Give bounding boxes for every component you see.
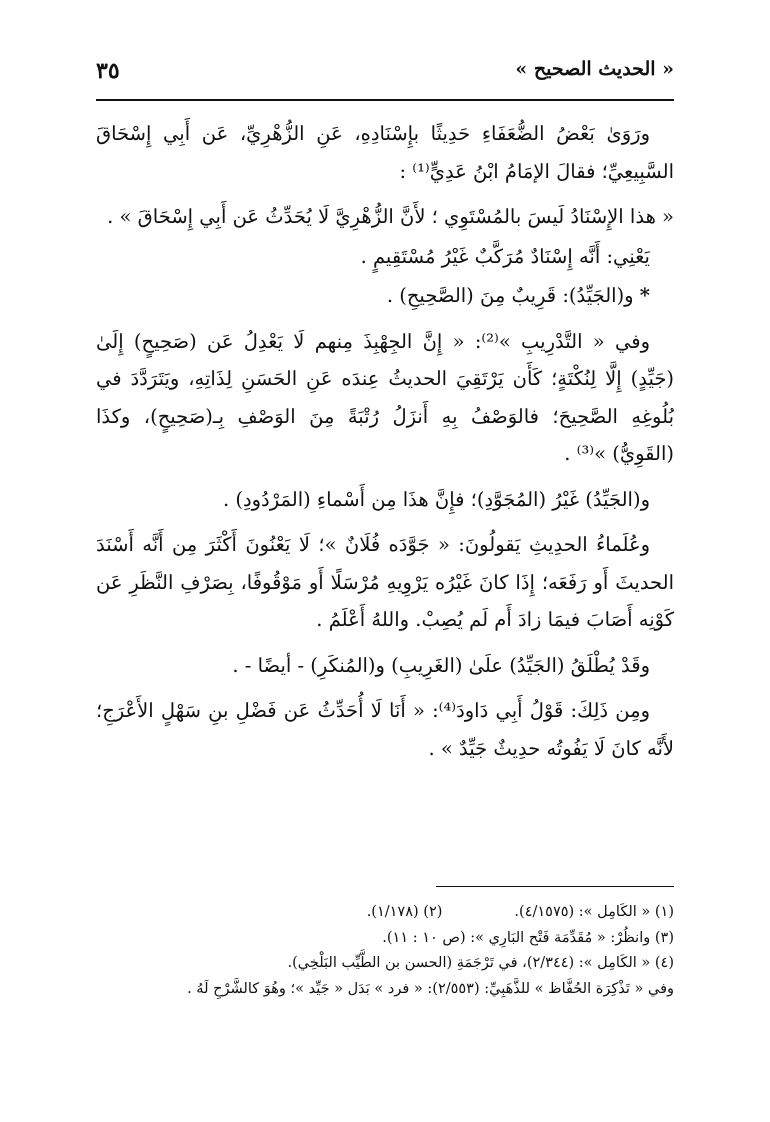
paragraph-4-text: و(الجَيِّدُ): قَرِيبٌ مِنَ (الصَّحِيحِ) . bbox=[386, 284, 634, 307]
paragraph-3: يَعْنِي: أَنَّه إِسْنَادٌ مُرَكَّبٌ غَيْرُ مُسْتَقِيمٍ . bbox=[360, 244, 650, 268]
paragraph-4 bbox=[96, 277, 674, 315]
asterisk-bullet: * bbox=[639, 284, 650, 307]
header-divider bbox=[96, 99, 674, 101]
paragraph-8: وقَدْ يُطْلَقُ (الجَيِّدُ) علَىٰ (الغَرِيبِ) و(المُنكَرِ) - أيضًا - . bbox=[232, 653, 650, 677]
paragraph-5: وفي « التَّدْرِيبِ »⁽²⁾: « إِنَّ الجِهْبِذَ مِنهم لَا يَعْدِلُ عَن (صَحِيحٍ) إِلَىٰ (جَيِّدٍ) إِلَّا لِنُكْتَةٍ؛ كَأَن يَرْتَقِيَ الحديثُ عِندَه عَنِ الحَسَنِ لِذَاتِهِ، ويَتَرَدَّدَ في بُلُوغِهِ الصَّحِيحَ؛ فالوَصْفُ بِهِ أَنزَلُ رُتْبَةً مِنَ الوَصْفِ بِـ(صَحِيحٍ)، وكذَا (القَوِيُّ) »⁽³⁾ . bbox=[96, 329, 674, 465]
footnote-3: (٣) وانظُرْ: « مُقَدِّمَة فَتْح البَارِي »: (ص ١٠ : ١١). bbox=[382, 929, 674, 946]
paragraph-7: وعُلَماءُ الحدِيثِ يَقولُونَ: « جَوَّدَه فُلَانٌ »؛ لَا يَعْنُونَ أَكْثَرَ مِن أَنَّه أَسْنَدَ الحديثَ أَو رَفَعَه؛ إِذَا كانَ غَيْرُه يَرْوِيهِ مُرْسَلًا أَو مَوْقُوفًا، بِصَرْفِ النَّظَرِ عَن كَوْنِه أَصَابَ فيمَا زادَ أَم لَم يُصِبْ. واللهُ أَعْلَمُ . bbox=[96, 533, 674, 631]
footnote-4: (٤) « الكَامِل »: (٢/٣٤٤)، في تَرْجَمَةِ (الحسن بن الطَّيِّب البَلْخِي). bbox=[287, 955, 674, 971]
paragraph-1: ورَوَىٰ بَعْضُ الضُّعَفَاءِ حَدِيثًا بإِسْنَادِهِ، عَنِ الزُّهْرِيِّ، عَن أَبِي إِسْحَاقَ السَّبِيعِيِّ؛ فقالَ الإمَامُ ابْنُ عَدِيٍّ⁽¹⁾ : bbox=[96, 122, 674, 183]
running-header bbox=[96, 58, 674, 94]
footnotes bbox=[96, 900, 674, 1002]
paragraph-6: و(الجَيِّدُ) غَيْرُ (المُجَوَّدِ)؛ فإِنَّ هذَا مِن أَسْماءِ (المَرْدُودِ) . bbox=[222, 487, 650, 511]
chapter-title: « الحديث الصحيح » bbox=[515, 58, 674, 80]
footnote-4-continued: وفي « تَذْكِرَة الحُفَّاظ » للذَّهَبِيِّ: (٢/٥٥٣): « فرد » بَدَل « جَيِّد »؛ وهُوَ كالشَّرْحِ لَهُ . bbox=[187, 980, 674, 997]
footnote-divider bbox=[436, 886, 674, 887]
page-number: ٣٥ bbox=[96, 58, 120, 84]
paragraph-2-quote: « هذا الإِسْنَادُ لَيسَ بالمُسْتَوِي ؛ لأَنَّ الزُّهْرِيَّ لَا يُحَدِّثُ عَن أَبِي إِسْحَاقَ » . bbox=[107, 205, 674, 228]
paragraph-9: ومِن ذَلِكَ: قَوْلُ أَبِي دَاودَ⁽⁴⁾: « أَنَا لَا أُحَدِّثُ عَن فَضْلِ بنِ سَهْلٍ الأَعْرَجِ؛ لأَنَّه كانَ لَا يَفُوتُه حدِيثٌ جَيِّدٌ » . bbox=[96, 699, 674, 760]
footnote-row-1 bbox=[96, 900, 674, 926]
main-text bbox=[96, 115, 674, 767]
footnote-1: (١) « الكَامِل »: (٤/١٥٧٥). bbox=[514, 904, 674, 920]
footnote-2: (٢) (١/١٧٨). bbox=[366, 904, 443, 920]
